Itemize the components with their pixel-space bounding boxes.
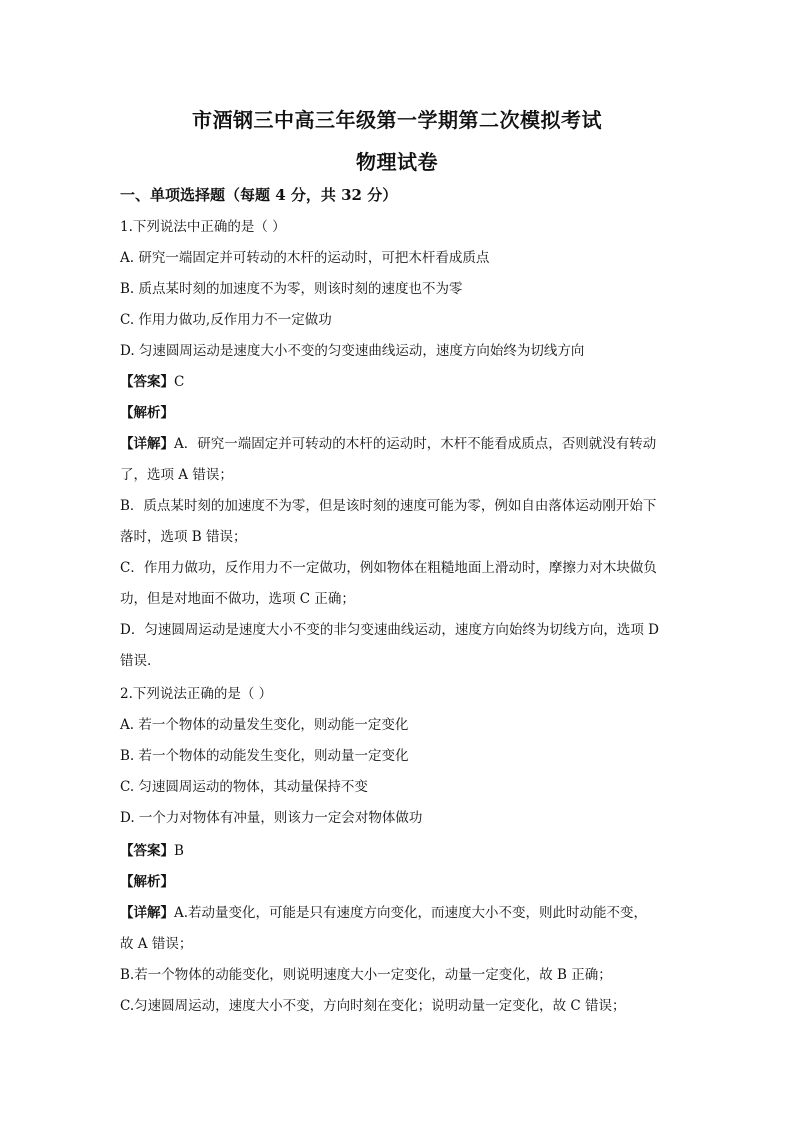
q2-option-d: D. 一个力对物体有冲量，则该力一定会对物体做功 (120, 810, 423, 826)
q1-detail-line-5: C．作用力做功，反作用力不一定做功，例如物体在粗糙地面上滑动时，摩擦力对木块做负 (120, 560, 657, 576)
q1-detail-line-6: 功，但是对地面不做功，选项 C 正确； (120, 591, 355, 607)
q2-option-c: C. 匀速圆周运动的物体，其动量保持不变 (120, 779, 368, 795)
q1-detail-tag: 【详解】 (120, 436, 174, 452)
q1-option-c: C. 作用力做功,反作用力不一定做功 (120, 312, 332, 328)
q2-answer-tag: 【答案】 (120, 843, 174, 859)
q2-option-a: A. 若一个物体的动量发生变化，则动能一定变化 (120, 717, 409, 733)
q2-detail-line-2: 故 A 错误； (120, 936, 193, 952)
q1-detail-text-1: A．研究一端固定并可转动的木杆的运动时，木杆不能看成质点，否则就没有转动 (174, 436, 657, 452)
q2-analysis-tag: 【解析】 (120, 874, 174, 890)
exam-title: 市酒钢三中高三年级第一学期第二次模拟考试 (192, 108, 602, 132)
q2-answer-value: B (174, 843, 184, 859)
q2-detail-tag: 【详解】 (120, 905, 174, 921)
q1-detail-line-1 (120, 435, 680, 453)
q2-detail-line-3: B.若一个物体的动能变化，则说明速度大小一定变化，动量一定变化，故 B 正确； (120, 967, 612, 983)
q1-detail-line-3: B．质点某时刻的加速度不为零，但是该时刻的速度可能为零，例如自由落体运动刚开始下 (120, 498, 657, 514)
q1-option-b: B. 质点某时刻的加速度不为零，则该时刻的速度也不为零 (120, 281, 463, 297)
q1-detail-line-8: 错误. (120, 653, 152, 669)
q2-detail-line-4: C.匀速圆周运动，速度大小不变，方向时刻在变化；说明动量一定变化，故 C 错误； (120, 998, 626, 1014)
q2-stem: 2.下列说法正确的是（ ） (120, 686, 273, 702)
q2-detail-line-1 (120, 904, 680, 922)
q1-detail-line-4: 落时，选项 B 错误； (120, 529, 247, 545)
q1-option-a: A. 研究一端固定并可转动的木杆的运动时，可把木杆看成质点 (120, 250, 490, 266)
q2-answer (120, 842, 680, 860)
q1-detail-line-2: 了，选项 A 错误； (120, 467, 233, 483)
exam-subtitle: 物理试卷 (356, 150, 438, 174)
q1-answer (120, 373, 680, 391)
q1-option-d: D. 匀速圆周运动是速度大小不变的匀变速曲线运动，速度方向始终为切线方向 (120, 343, 585, 359)
section-heading: 一、单项选择题（每题 4 分，共 32 分） (120, 186, 398, 204)
q1-answer-tag: 【答案】 (120, 374, 174, 390)
q1-answer-value: C (174, 374, 185, 390)
q2-detail-text-1: A.若动量变化，可能是只有速度方向变化，而速度大小不变，则此时动能不变， (174, 905, 648, 921)
q1-detail-line-7: D．匀速圆周运动是速度大小不变的非匀变速曲线运动，速度方向始终为切线方向，选项 D (120, 622, 659, 638)
q1-stem: 1.下列说法中正确的是（ ） (120, 219, 286, 235)
q2-option-b: B. 若一个物体的动能发生变化，则动量一定变化 (120, 748, 409, 764)
q1-analysis-tag: 【解析】 (120, 405, 174, 421)
